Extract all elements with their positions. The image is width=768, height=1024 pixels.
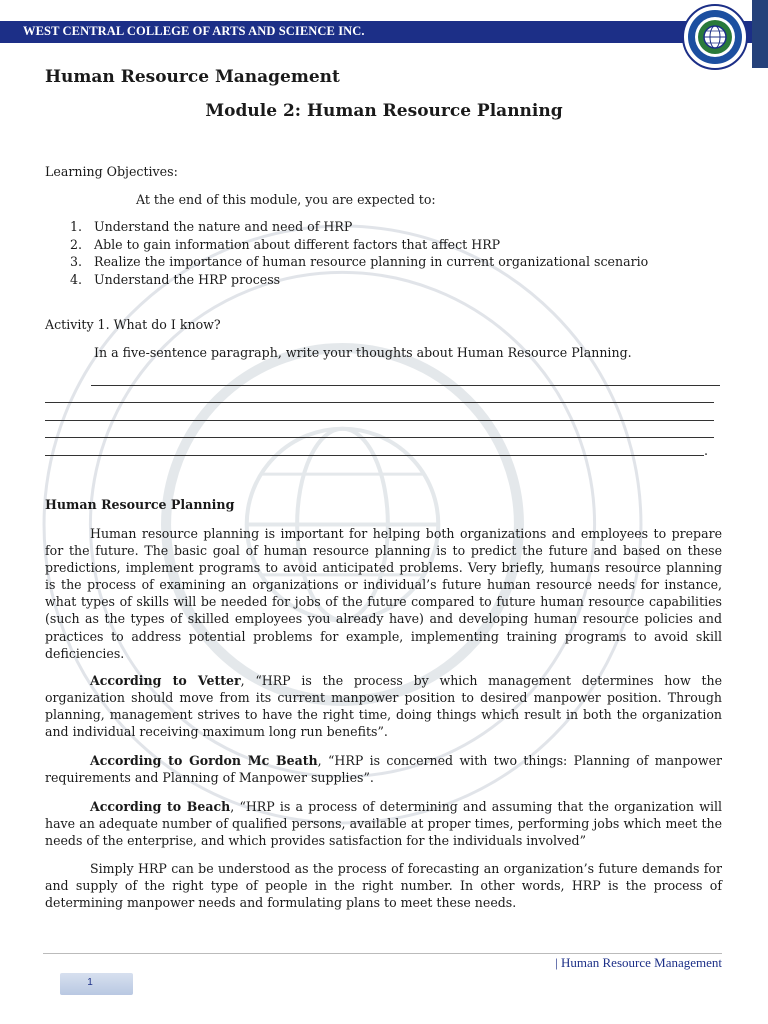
paragraph-intro: Human resource planning is important for helping both organizations and employees to prepare for the future. The basic goal of human resource planning is to predict the future and based on these predictions, implement programs to avoid anticipated problems. Very briefly, humans resource planning is the process of examining an organizations or individual’s future human resource needs for instance, what types of skills will be needed for jobs of the future compared to future human resource capabilities (such as the types of skilled employees you already have) and developing human resource policies and practices to address potential problems for example, implementing training programs to avoid skill deficiencies. <box>45 526 722 661</box>
paragraph-summary: Simply HRP can be understood as the process of forecasting an organization’s future demands for and supply of the right type of people in the right number. In other words, HRP is the process of determining manpower needs and formulating plans to meet these needs. <box>45 861 722 911</box>
list-item: 3. Realize the importance of human resource planning in current organizational scenario <box>70 254 649 269</box>
list-item: 2. Able to gain information about different factors that affect HRP <box>70 236 501 252</box>
quote-source: According to Vetter <box>90 673 241 688</box>
course-title: Human Resource Management <box>45 67 340 87</box>
paragraph-beach: According to Beach, “HRP is a process of determining and assuming that the organization will have an adequate number of qualified persons, available at proper times, performing jobs which meet the needs of the enterprise, and which provides satisfaction for the individuals involved” <box>45 799 722 849</box>
quote-source: According to Beach <box>90 799 231 814</box>
list-item: 1. Understand the nature and need of HRP <box>70 219 353 234</box>
answer-line <box>91 385 720 386</box>
objectives-heading: Learning Objectives: <box>45 164 178 179</box>
page-number-tab <box>60 973 133 995</box>
footer-divider <box>43 953 722 954</box>
activity-instruction: In a five-sentence paragraph, write your thoughts about Human Resource Planning. <box>94 345 632 360</box>
paragraph-vetter: According to Vetter, “HRP is the process by which management determines how the organization should move from its current manpower position to desired manpower position. Through planning, management strives to have the right time, doing things which result in both the organization and individual receiving maximum long run benefits”. <box>45 673 722 740</box>
header-side-strip <box>752 0 768 68</box>
objectives-intro: At the end of this module, you are expected to: <box>136 192 436 207</box>
page-number: 1 <box>87 977 93 988</box>
activity-title: Activity 1. What do I know? <box>45 317 221 332</box>
objectives-list <box>70 218 648 288</box>
college-name: WEST CENTRAL COLLEGE OF ARTS AND SCIENCE INC. <box>23 24 365 38</box>
answer-line <box>45 402 714 403</box>
module-title: Module 2: Human Resource Planning <box>205 101 563 121</box>
list-item: 4. Understand the HRP process <box>70 271 281 287</box>
answer-line <box>45 420 714 421</box>
answer-line <box>45 437 714 438</box>
answer-line <box>45 455 704 456</box>
section-heading: Human Resource Planning <box>45 497 235 512</box>
college-seal-icon <box>682 4 748 70</box>
header-bar <box>0 21 760 43</box>
paragraph-gordon: According to Gordon Mc Beath, “HRP is concerned with two things: Planning of manpower requirements and Planning of Manpower supplies”. <box>45 753 722 786</box>
quote-source: According to Gordon Mc Beath <box>90 753 318 768</box>
footer-title: | Human Resource Management <box>555 955 722 970</box>
answer-end-mark: . <box>704 443 709 458</box>
